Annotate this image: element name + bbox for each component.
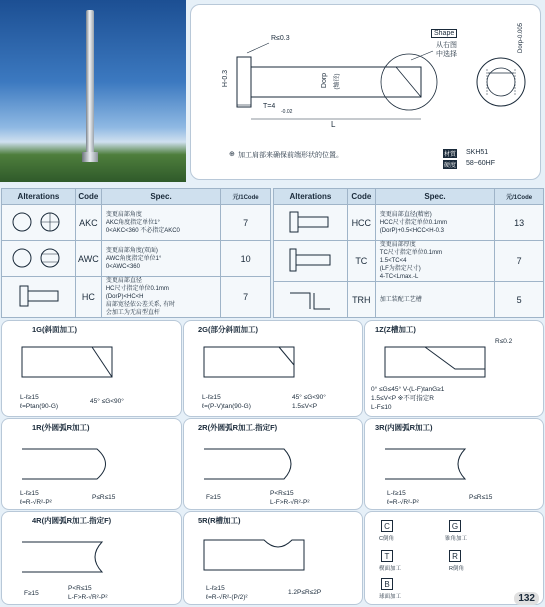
- dorp-sub-label: (轴径): [334, 73, 341, 90]
- awc-diagram: [2, 241, 76, 277]
- process-1z: 1Z(Z槽加工) R≤0.2 0° ≤G≤45° V-(L-F)tanG≥1 1.5≤V<P ※不可指定R L-F≤10: [364, 320, 544, 417]
- tc-diagram: [274, 241, 348, 282]
- page-number: 132: [514, 592, 539, 605]
- price-cell: 13: [495, 205, 544, 241]
- table-row: [2, 205, 271, 241]
- hc-diagram: [2, 277, 76, 318]
- code-cell: AWC: [75, 241, 101, 277]
- hardness-value: 58~60HF: [466, 160, 495, 167]
- hardness-tag: 硬度: [443, 160, 457, 169]
- col-alterations: Alterations: [2, 189, 76, 205]
- note-icon: ⊕: [229, 151, 235, 158]
- legend-b-icon: B: [381, 578, 393, 590]
- table-row: [274, 282, 544, 318]
- ejector-pin-photo: [0, 0, 186, 182]
- akc-diagram: [2, 205, 76, 241]
- shape-legend: C C倒角 G 锥角加工 T 楔面加工 R R倒角 B 球面加工: [364, 511, 544, 605]
- spec-cell: 变更肩部角度 AKC角度指定单位1° 0<AKC<360 不必指定AKC0: [101, 205, 220, 241]
- spec-cell: 变更肩部直径 HC尺寸指定单位0.1mm (DorP)<HC<H 肩部宽径依公差关系, 有时 会加工为无肩型直杆: [101, 277, 220, 318]
- process-3r: 3R(内圆弧R加工) L-ℓ≥15 ℓ=R-√R²-P² P≤R≤15: [364, 418, 544, 510]
- left-alterations-table: [1, 188, 271, 318]
- trh-diagram: [274, 282, 348, 318]
- col-spec: Spec.: [375, 189, 494, 205]
- dorp-side-label: Dorp-0.005: [518, 22, 525, 54]
- price-cell: 7: [221, 277, 271, 318]
- code-cell: TC: [347, 241, 375, 282]
- right-alterations-table: [273, 188, 544, 318]
- material-value: SKH51: [466, 149, 489, 156]
- select-note-2: 中选择: [436, 51, 457, 58]
- price-cell: 7: [495, 241, 544, 282]
- select-note-1: 从右图: [436, 42, 457, 49]
- process-4r: 4R(内圆弧R加工.指定F) F≥15 P<R≤15 L-F>R-√R²-P²: [1, 511, 182, 605]
- col-alterations: Alterations: [274, 189, 348, 205]
- table-row: [274, 241, 544, 282]
- spec-cell: 变更肩部直径(精密) HCC尺寸指定单位0.1mm (DorP)+0.5<HCC<H-0.3: [375, 205, 494, 241]
- process-2r: 2R(外圆弧R加工.指定F) F≥15 P<R≤15 L-F>R-√R²-P²: [183, 418, 363, 510]
- code-cell: TRH: [347, 282, 375, 318]
- spec-cell: 变更肩部厚度 TC尺寸指定单位0.1mm 1.5<TC<4 (LF为指定尺寸) 4-TC<Lmax.-L: [375, 241, 494, 282]
- l-label: L: [331, 120, 336, 129]
- col-spec: Spec.: [101, 189, 220, 205]
- col-price: 元/1Code: [495, 189, 544, 205]
- col-code: Code: [75, 189, 101, 205]
- table-row: [2, 241, 271, 277]
- r-limit-label: R≤0.3: [271, 35, 290, 42]
- t-label: T=4: [263, 103, 276, 110]
- shape-label: Shape: [431, 29, 457, 38]
- pin-shaft-image: [86, 10, 94, 160]
- price-cell: 7: [221, 205, 271, 241]
- col-price: 元/1Code: [221, 189, 271, 205]
- code-cell: HCC: [347, 205, 375, 241]
- col-code: Code: [347, 189, 375, 205]
- price-cell: 10: [221, 241, 271, 277]
- h-label: H-0.3: [222, 69, 230, 88]
- pin-dimension-drawing: [190, 4, 541, 180]
- hcc-diagram: [274, 205, 348, 241]
- code-cell: HC: [75, 277, 101, 318]
- legend-t-icon: T: [381, 550, 393, 562]
- spec-cell: 加工装配工艺槽: [375, 282, 494, 318]
- legend-c-icon: C: [381, 520, 393, 532]
- code-cell: AKC: [75, 205, 101, 241]
- process-1g: 1G(斜面加工) L-ℓ≥15 ℓ=Ptan(90-G) 45° ≤G<90°: [1, 320, 182, 417]
- legend-r-icon: R: [449, 550, 461, 562]
- legend-g-icon: G: [449, 520, 461, 532]
- shoulder-note: 加工肩部来确保前端形状的位置。: [238, 152, 343, 159]
- table-row: [2, 277, 271, 318]
- price-cell: 5: [495, 282, 544, 318]
- pin-head-image: [82, 152, 98, 162]
- dorp-label: Dorp: [321, 72, 329, 89]
- process-2g: 2G(部分斜面加工) L-ℓ≥15 ℓ=(P-V)tan(90-G) 45° ≤G<90° 1.5≤V<P: [183, 320, 363, 417]
- table-row: [274, 205, 544, 241]
- process-1r: 1R(外圆弧R加工) L-ℓ≥15 ℓ=R-√R²-P² P≤R≤15: [1, 418, 182, 510]
- process-5r: 5R(R槽加工) L-ℓ≥15 ℓ=R-√R²-(P/2)² 1.2P≤R≤2P: [183, 511, 363, 605]
- spec-cell: 变更肩部角度(双面) AWC角度指定单位1° 0<AWC<360: [101, 241, 220, 277]
- material-tag: 材質: [443, 149, 457, 158]
- t-tol-label: -0.02: [281, 109, 293, 115]
